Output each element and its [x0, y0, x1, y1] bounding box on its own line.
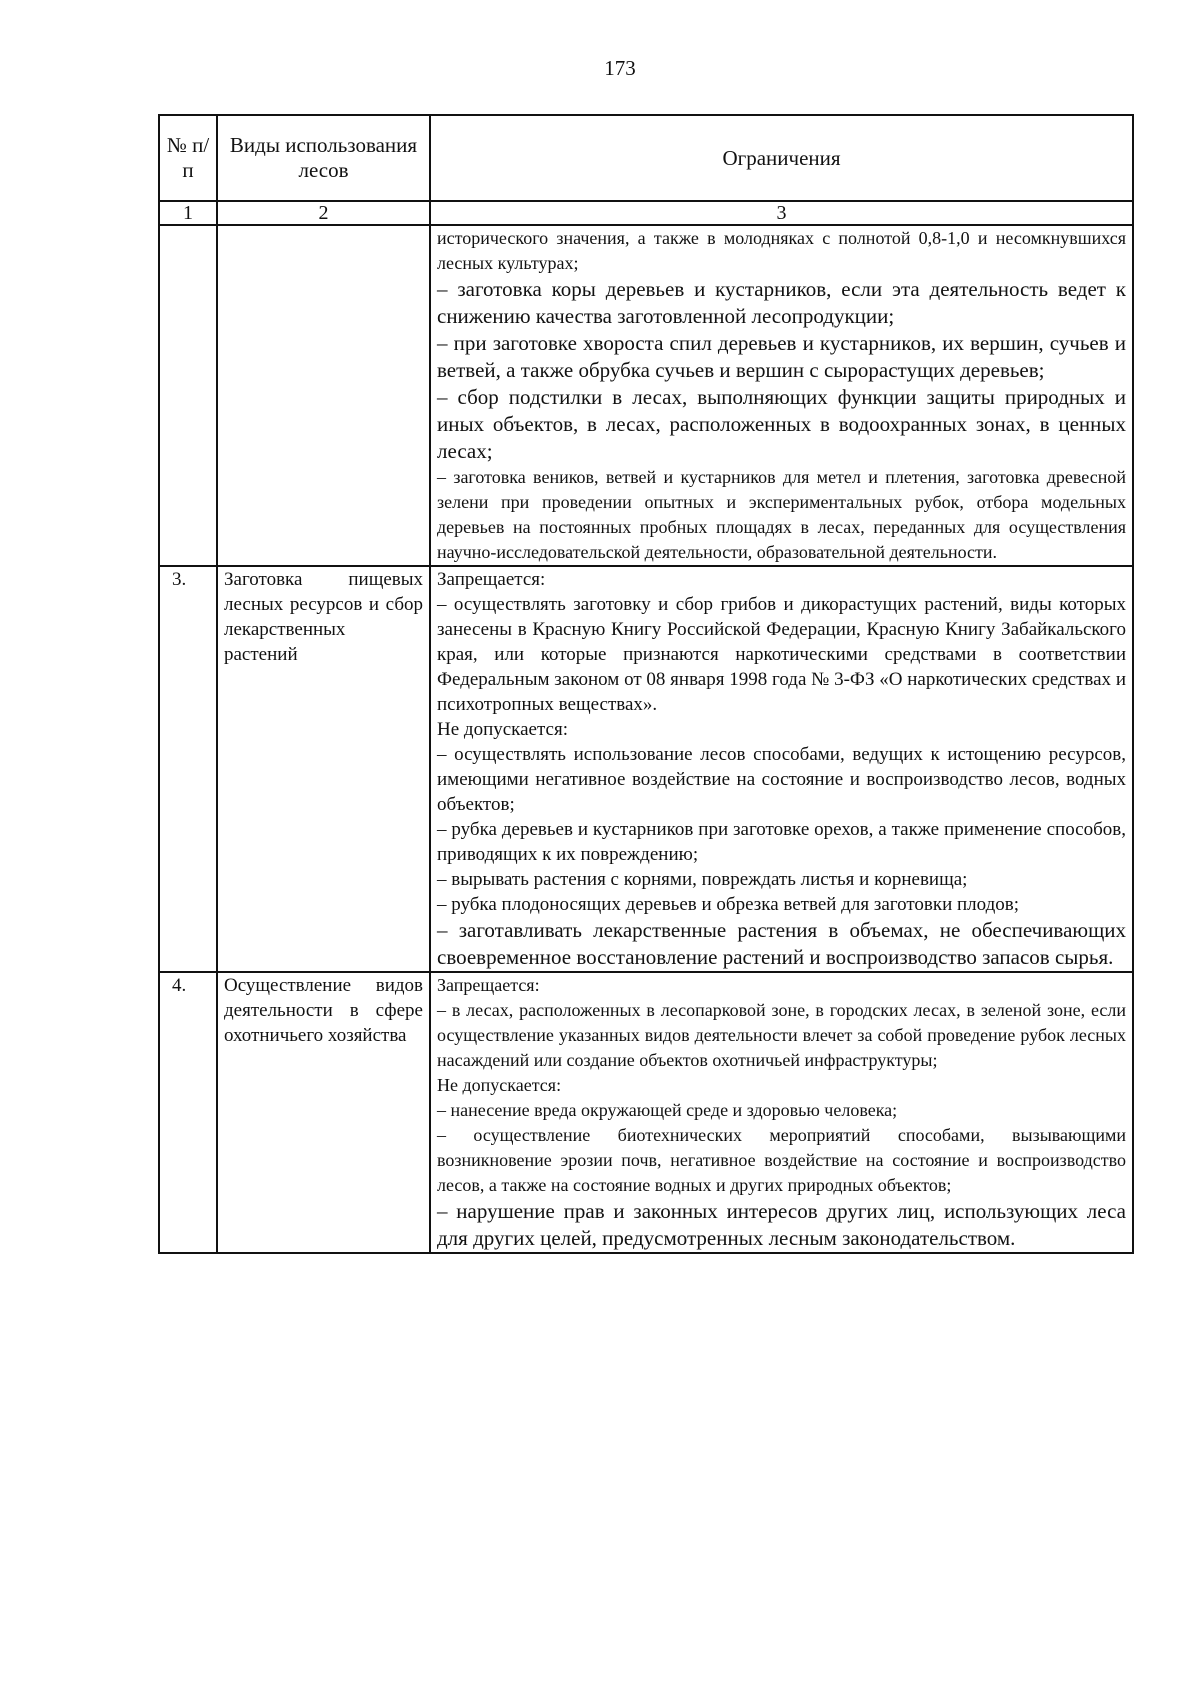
restriction-paragraph: – осуществление биотехнических мероприятий способами, вызывающими возникновение эрозии почв, негативное воздействие на состояние и воспроизводство лесов, а также на состояние водных и других природных объектов;	[437, 1125, 1126, 1195]
restriction-paragraph: – осуществлять заготовку и сбор грибов и дикорастущих растений, виды которых занесены в Красную Книгу Российской Федерации, Красную Книгу Забайкальского края, или которые признаются наркотическими средствами в соответствии Федеральным законом от 08 января 1998 года № 3-ФЗ «О наркотических средствах и психотропных веществах».	[437, 594, 1126, 715]
column-numbers-row	[159, 201, 1133, 225]
header-restrictions: Ограничения	[430, 115, 1133, 201]
restriction-paragraph: Запрещается:	[437, 975, 540, 995]
row-number: 3.	[159, 566, 217, 972]
header-number: № п/п	[159, 115, 217, 201]
page-number: 173	[604, 56, 636, 80]
column-number: 2	[217, 201, 430, 225]
table-header-row	[159, 115, 1133, 201]
forest-use-type: Заготовка пищевых лесных ресурсов и сбор лекарственных растений	[217, 566, 430, 972]
restriction-paragraph: – при заготовке хвороста спил деревьев и кустарников, их вершин, сучьев и ветвей, а также обрубка сучьев и вершин с сырорастущих деревьев;	[437, 331, 1126, 382]
table-row	[159, 225, 1133, 566]
restriction-paragraph: – вырывать растения с корнями, повреждать листья и корневища;	[437, 869, 968, 890]
restriction-paragraph: – нарушение прав и законных интересов других лиц, использующих леса для других целей, предусмотренных лесным законодательством.	[437, 1199, 1126, 1250]
restriction-paragraph: Не допускается:	[437, 719, 568, 740]
column-number: 3	[430, 201, 1133, 225]
restriction-paragraph: Не допускается:	[437, 1075, 562, 1095]
table-row	[159, 566, 1133, 972]
restriction-paragraph: Запрещается:	[437, 569, 546, 590]
restrictions-cell	[430, 225, 1133, 566]
restriction-paragraph: – заготовка коры деревьев и кустарников, если эта деятельность ведет к снижению качества заготовленной лесопродукции;	[437, 277, 1126, 328]
restriction-paragraph: – нанесение вреда окружающей среде и здоровью человека;	[437, 1100, 898, 1120]
restriction-paragraph: – сбор подстилки в лесах, выполняющих функции защиты природных и иных объектов, в лесах, расположенных в водоохранных зонах, в ценных лесах;	[437, 385, 1126, 463]
restriction-paragraph: – заготовка веников, ветвей и кустарников для метел и плетения, заготовка древесной зелени при проведении опытных и экспериментальных рубок, отбора модельных деревьев на постоянных пробных площадях в лесах, переданных для осуществления научно-исследовательской деятельности, образовательной деятельности.	[437, 467, 1126, 562]
row-number	[159, 225, 217, 566]
header-forest-use-type: Виды использования лесов	[217, 115, 430, 201]
forest-use-type	[217, 225, 430, 566]
restriction-paragraph: – осуществлять использование лесов способами, ведущих к истощению ресурсов, имеющими негативное воздействие на состояние и воспроизводство лесов, водных объектов;	[437, 744, 1126, 815]
restrictions-cell	[430, 566, 1133, 972]
restriction-paragraph: – рубка деревьев и кустарников при заготовке орехов, а также применение способов, приводящих к их повреждению;	[437, 819, 1126, 865]
restriction-paragraph: – в лесах, расположенных в лесопарковой зоне, в городских лесах, в зеленой зоне, если осуществление указанных видов деятельности влечет за собой проведение рубок лесных насаждений или создание объектов охотничьей инфраструктуры;	[437, 1000, 1126, 1070]
restrictions-table	[158, 114, 1134, 1254]
restrictions-cell	[430, 972, 1133, 1253]
restriction-paragraph: – рубка плодоносящих деревьев и обрезка ветвей для заготовки плодов;	[437, 894, 1020, 915]
column-number: 1	[159, 201, 217, 225]
row-number: 4.	[159, 972, 217, 1253]
restriction-paragraph: исторического значения, а также в молодняках с полнотой 0,8-1,0 и несомкнувшихся лесных культурах;	[437, 228, 1126, 273]
table-row	[159, 972, 1133, 1253]
restriction-paragraph: – заготавливать лекарственные растения в объемах, не обеспечивающих своевременное восстановление растений и воспроизводство запасов сырья.	[437, 918, 1126, 969]
forest-use-type: Осуществление видов деятельности в сфере охотничьего хозяйства	[217, 972, 430, 1253]
